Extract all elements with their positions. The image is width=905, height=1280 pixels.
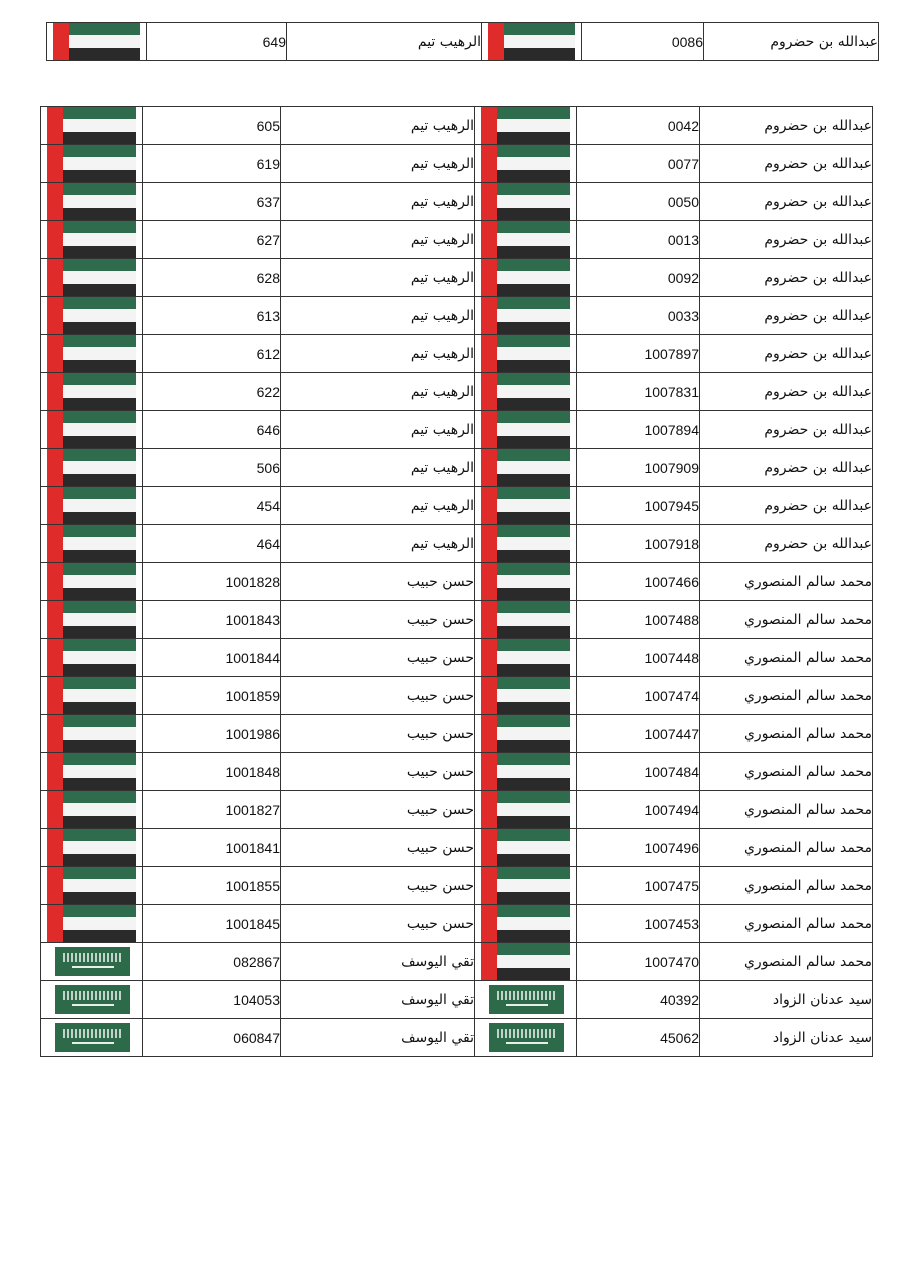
uae-flag-icon <box>41 411 143 449</box>
right-number: 1007488 <box>577 601 700 639</box>
right-name: عبدالله بن حضروم <box>700 297 873 335</box>
left-name: الرهيب تيم <box>281 107 475 145</box>
uae-flag-icon <box>41 335 143 373</box>
right-number: 1007897 <box>577 335 700 373</box>
right-number: 1007909 <box>577 449 700 487</box>
table-row <box>41 145 873 183</box>
right-number: 0092 <box>577 259 700 297</box>
right-name: سيد عدنان الزواد <box>700 981 873 1019</box>
left-number: 649 <box>147 23 287 61</box>
uae-flag-icon <box>475 601 577 639</box>
right-name: عبدالله بن حضروم <box>700 525 873 563</box>
top-table <box>46 22 879 61</box>
right-name: عبدالله بن حضروم <box>700 145 873 183</box>
left-number: 1001843 <box>143 601 281 639</box>
uae-flag-icon <box>482 23 582 61</box>
left-name: الرهيب تيم <box>281 525 475 563</box>
main-table <box>40 106 873 1057</box>
right-number: 0050 <box>577 183 700 221</box>
right-name: عبدالله بن حضروم <box>700 449 873 487</box>
right-number: 1007474 <box>577 677 700 715</box>
uae-flag-icon <box>475 373 577 411</box>
table-row <box>41 297 873 335</box>
left-name: تقي اليوسف <box>281 981 475 1019</box>
uae-flag-icon <box>475 525 577 563</box>
uae-flag-icon <box>47 23 147 61</box>
uae-flag-icon <box>41 183 143 221</box>
left-number: 613 <box>143 297 281 335</box>
uae-flag-icon <box>475 411 577 449</box>
uae-flag-icon <box>475 335 577 373</box>
left-number: 1001844 <box>143 639 281 677</box>
table-row <box>47 23 879 61</box>
uae-flag-icon <box>475 677 577 715</box>
uae-flag-icon <box>475 259 577 297</box>
right-number: 0086 <box>582 23 704 61</box>
uae-flag-icon <box>475 791 577 829</box>
uae-flag-icon <box>475 297 577 335</box>
uae-flag-icon <box>41 791 143 829</box>
table-row <box>41 373 873 411</box>
table-row <box>41 525 873 563</box>
right-name: عبدالله بن حضروم <box>700 487 873 525</box>
left-number: 1001841 <box>143 829 281 867</box>
left-number: 1001859 <box>143 677 281 715</box>
left-number: 506 <box>143 449 281 487</box>
left-name: الرهيب تيم <box>281 449 475 487</box>
table-row <box>41 221 873 259</box>
table-row <box>41 411 873 449</box>
right-name: سيد عدنان الزواد <box>700 1019 873 1057</box>
uae-flag-icon <box>41 297 143 335</box>
uae-flag-icon <box>41 677 143 715</box>
table-row <box>41 259 873 297</box>
uae-flag-icon <box>475 715 577 753</box>
uae-flag-icon <box>41 145 143 183</box>
right-name: محمد سالم المنصوري <box>700 829 873 867</box>
left-number: 646 <box>143 411 281 449</box>
ksa-flag-icon <box>475 1019 577 1057</box>
left-number: 1001848 <box>143 753 281 791</box>
right-number: 1007918 <box>577 525 700 563</box>
uae-flag-icon <box>475 639 577 677</box>
right-name: محمد سالم المنصوري <box>700 791 873 829</box>
right-number: 1007894 <box>577 411 700 449</box>
left-name: تقي اليوسف <box>281 943 475 981</box>
table-row <box>41 449 873 487</box>
table-row <box>41 753 873 791</box>
uae-flag-icon <box>475 943 577 981</box>
uae-flag-icon <box>41 563 143 601</box>
left-name: الرهيب تيم <box>281 335 475 373</box>
left-name: الرهيب تيم <box>281 487 475 525</box>
ksa-flag-icon <box>41 943 143 981</box>
left-name: حسن حبيب <box>281 867 475 905</box>
table-row <box>41 639 873 677</box>
uae-flag-icon <box>41 715 143 753</box>
table-row <box>41 981 873 1019</box>
left-number: 1001828 <box>143 563 281 601</box>
right-name: عبدالله بن حضروم <box>700 183 873 221</box>
left-number: 619 <box>143 145 281 183</box>
right-name: عبدالله بن حضروم <box>700 107 873 145</box>
left-number: 104053 <box>143 981 281 1019</box>
right-name: عبدالله بن حضروم <box>700 221 873 259</box>
uae-flag-icon <box>475 221 577 259</box>
left-name: حسن حبيب <box>281 601 475 639</box>
right-name: عبدالله بن حضروم <box>700 373 873 411</box>
right-number: 45062 <box>577 1019 700 1057</box>
uae-flag-icon <box>41 525 143 563</box>
table-row <box>41 905 873 943</box>
table-row <box>41 487 873 525</box>
left-number: 082867 <box>143 943 281 981</box>
right-name: محمد سالم المنصوري <box>700 601 873 639</box>
table-row <box>41 563 873 601</box>
uae-flag-icon <box>475 829 577 867</box>
uae-flag-icon <box>475 449 577 487</box>
left-name: الرهيب تيم <box>287 23 482 61</box>
uae-flag-icon <box>41 867 143 905</box>
uae-flag-icon <box>41 107 143 145</box>
left-name: حسن حبيب <box>281 829 475 867</box>
left-name: حسن حبيب <box>281 639 475 677</box>
table-row <box>41 715 873 753</box>
right-number: 0013 <box>577 221 700 259</box>
right-name: عبدالله بن حضروم <box>700 335 873 373</box>
left-name: الرهيب تيم <box>281 145 475 183</box>
right-number: 0077 <box>577 145 700 183</box>
ksa-flag-icon <box>41 981 143 1019</box>
uae-flag-icon <box>41 639 143 677</box>
left-number: 637 <box>143 183 281 221</box>
right-number: 1007494 <box>577 791 700 829</box>
uae-flag-icon <box>41 829 143 867</box>
right-number: 1007466 <box>577 563 700 601</box>
right-number: 1007484 <box>577 753 700 791</box>
left-name: الرهيب تيم <box>281 183 475 221</box>
left-name: حسن حبيب <box>281 791 475 829</box>
table-row <box>41 107 873 145</box>
right-name: محمد سالم المنصوري <box>700 563 873 601</box>
uae-flag-icon <box>475 107 577 145</box>
uae-flag-icon <box>475 905 577 943</box>
uae-flag-icon <box>41 259 143 297</box>
uae-flag-icon <box>41 905 143 943</box>
right-number: 1007475 <box>577 867 700 905</box>
right-name: محمد سالم المنصوري <box>700 867 873 905</box>
left-name: حسن حبيب <box>281 905 475 943</box>
left-name: الرهيب تيم <box>281 259 475 297</box>
table-row <box>41 867 873 905</box>
ksa-flag-icon <box>475 981 577 1019</box>
right-name: عبدالله بن حضروم <box>704 23 879 61</box>
left-number: 622 <box>143 373 281 411</box>
right-number: 1007831 <box>577 373 700 411</box>
uae-flag-icon <box>41 449 143 487</box>
table-row <box>41 1019 873 1057</box>
left-name: الرهيب تيم <box>281 373 475 411</box>
uae-flag-icon <box>41 373 143 411</box>
table-row <box>41 183 873 221</box>
right-number: 0042 <box>577 107 700 145</box>
table-row <box>41 943 873 981</box>
uae-flag-icon <box>475 145 577 183</box>
left-number: 612 <box>143 335 281 373</box>
uae-flag-icon <box>475 563 577 601</box>
right-name: محمد سالم المنصوري <box>700 753 873 791</box>
left-number: 454 <box>143 487 281 525</box>
left-name: الرهيب تيم <box>281 221 475 259</box>
left-number: 627 <box>143 221 281 259</box>
right-name: عبدالله بن حضروم <box>700 259 873 297</box>
uae-flag-icon <box>41 753 143 791</box>
right-number: 40392 <box>577 981 700 1019</box>
right-number: 1007470 <box>577 943 700 981</box>
right-name: محمد سالم المنصوري <box>700 639 873 677</box>
left-name: حسن حبيب <box>281 753 475 791</box>
uae-flag-icon <box>475 183 577 221</box>
left-number: 1001855 <box>143 867 281 905</box>
left-number: 605 <box>143 107 281 145</box>
left-name: تقي اليوسف <box>281 1019 475 1057</box>
table-row <box>41 601 873 639</box>
left-name: الرهيب تيم <box>281 411 475 449</box>
table-row <box>41 791 873 829</box>
left-number: 1001845 <box>143 905 281 943</box>
left-name: حسن حبيب <box>281 563 475 601</box>
right-number: 0033 <box>577 297 700 335</box>
left-name: حسن حبيب <box>281 715 475 753</box>
left-name: حسن حبيب <box>281 677 475 715</box>
right-name: محمد سالم المنصوري <box>700 715 873 753</box>
left-number: 060847 <box>143 1019 281 1057</box>
ksa-flag-icon <box>41 1019 143 1057</box>
left-number: 464 <box>143 525 281 563</box>
right-number: 1007447 <box>577 715 700 753</box>
left-number: 1001986 <box>143 715 281 753</box>
right-number: 1007453 <box>577 905 700 943</box>
uae-flag-icon <box>41 487 143 525</box>
table-row <box>41 829 873 867</box>
uae-flag-icon <box>475 487 577 525</box>
right-name: محمد سالم المنصوري <box>700 943 873 981</box>
right-name: محمد سالم المنصوري <box>700 677 873 715</box>
uae-flag-icon <box>475 753 577 791</box>
uae-flag-icon <box>41 601 143 639</box>
right-number: 1007448 <box>577 639 700 677</box>
left-number: 1001827 <box>143 791 281 829</box>
left-name: الرهيب تيم <box>281 297 475 335</box>
uae-flag-icon <box>41 221 143 259</box>
table-row <box>41 335 873 373</box>
right-number: 1007945 <box>577 487 700 525</box>
right-number: 1007496 <box>577 829 700 867</box>
right-name: محمد سالم المنصوري <box>700 905 873 943</box>
right-name: عبدالله بن حضروم <box>700 411 873 449</box>
uae-flag-icon <box>475 867 577 905</box>
table-row <box>41 677 873 715</box>
left-number: 628 <box>143 259 281 297</box>
